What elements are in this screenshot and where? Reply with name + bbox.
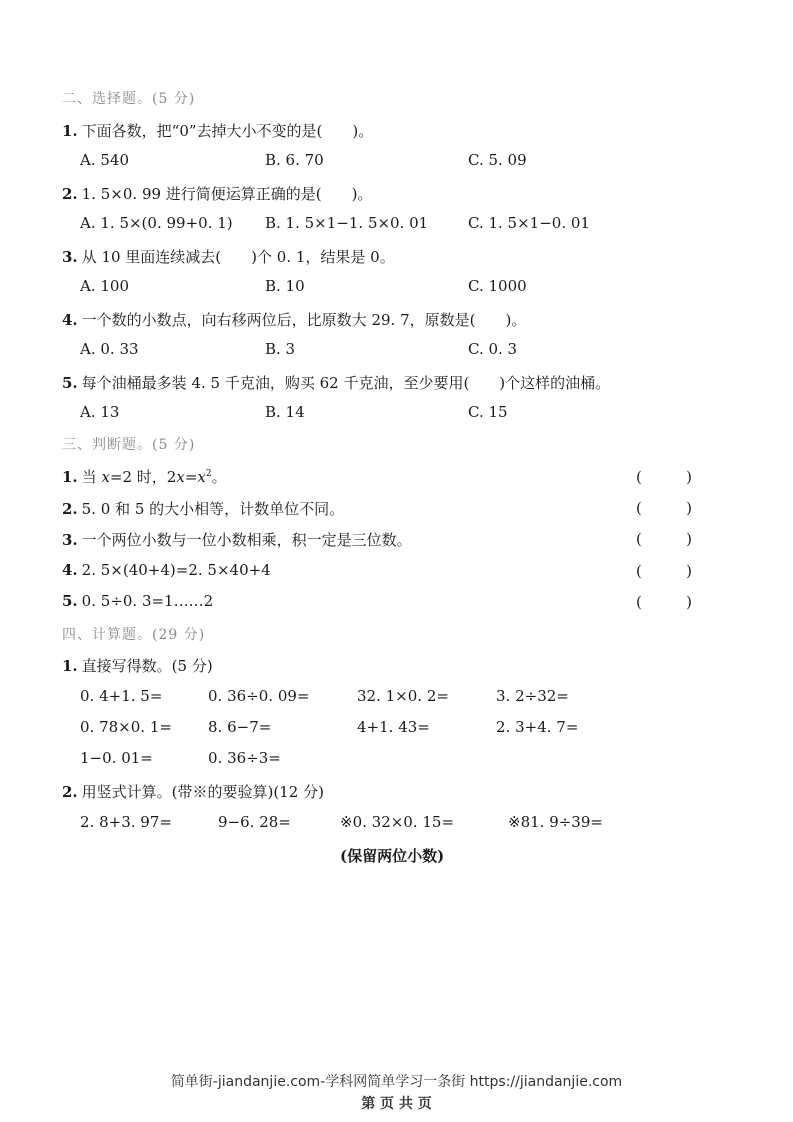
paren-close: ) — [686, 468, 692, 486]
vertical-calc-item: 9−6. 28= — [218, 813, 291, 831]
question-text: 1. 5×0. 99 进行简便运算正确的是( )。 — [81, 185, 373, 203]
option-c: C. 1000 — [468, 277, 527, 295]
paren-open: ( — [636, 593, 642, 611]
judge-question-5 — [62, 592, 213, 610]
question-number: 5. — [62, 374, 78, 392]
choice-question-2 — [62, 183, 373, 204]
paren-close: ) — [686, 562, 692, 580]
calc-question-2 — [62, 781, 324, 802]
question-number: 2. — [62, 783, 78, 801]
option-c: C. 0. 3 — [468, 340, 518, 358]
question-text: 5. 0 和 5 的大小相等，计数单位不同。 — [81, 500, 345, 518]
section-title-calc: 四、计算题。(29 分) — [62, 627, 206, 643]
answer-parentheses[interactable] — [636, 530, 692, 548]
question-text-part: 。 — [211, 468, 227, 486]
calc-item: 8. 6−7= — [208, 718, 272, 736]
option-c: C. 15 — [468, 403, 508, 421]
exponent: 2 — [205, 469, 212, 479]
answer-parentheses[interactable] — [636, 468, 692, 486]
calc-item: 3. 2÷32= — [496, 687, 569, 705]
rounding-note: (保留两位小数) — [340, 847, 445, 865]
paren-close: ) — [686, 499, 692, 517]
option-b: B. 10 — [265, 277, 305, 295]
calc-item: 0. 78×0. 1= — [80, 718, 172, 736]
paren-close: ) — [686, 593, 692, 611]
judge-question-2 — [62, 498, 344, 519]
question-text: 一个数的小数点，向右移两位后，比原数大 29. 7，原数是( )。 — [81, 311, 527, 329]
question-number: 3. — [62, 248, 78, 266]
question-number: 5. — [62, 592, 78, 610]
variable-x: x — [101, 468, 110, 486]
calc-item: 0. 36÷3= — [208, 749, 281, 767]
section-title-choice: 二、选择题。(5 分) — [62, 91, 196, 107]
question-number: 1. — [62, 657, 78, 675]
option-b: B. 6. 70 — [265, 151, 324, 169]
calc-item: 0. 36÷0. 09= — [208, 687, 310, 705]
judge-question-1 — [62, 466, 227, 487]
calc-item: 4+1. 43= — [357, 718, 430, 736]
paren-open: ( — [636, 562, 642, 580]
option-c: C. 1. 5×1−0. 01 — [468, 214, 590, 232]
section-title-judge: 三、判断题。(5 分) — [62, 437, 196, 453]
question-number: 4. — [62, 311, 78, 329]
calc-item: 0. 4+1. 5= — [80, 687, 163, 705]
question-number: 4. — [62, 561, 78, 579]
option-b: B. 3 — [265, 340, 296, 358]
question-text: 2. 5×(40+4)=2. 5×40+4 — [81, 561, 271, 579]
paren-open: ( — [636, 468, 642, 486]
question-number: 2. — [62, 500, 78, 518]
paren-close: ) — [686, 530, 692, 548]
question-text-part: 当 — [81, 468, 102, 486]
paren-open: ( — [636, 499, 642, 517]
option-a: A. 1. 5×(0. 99+0. 1) — [80, 214, 233, 232]
choice-question-1 — [62, 120, 373, 141]
question-text: 0. 5÷0. 3=1……2 — [81, 592, 214, 610]
calc-question-1 — [62, 655, 213, 676]
paren-open: ( — [636, 530, 642, 548]
question-text-part: = — [184, 468, 198, 486]
question-text-part: =2 时，2 — [109, 468, 177, 486]
answer-parentheses[interactable] — [636, 593, 692, 611]
option-b: B. 1. 5×1−1. 5×0. 01 — [265, 214, 429, 232]
option-c: C. 5. 09 — [468, 151, 527, 169]
option-a: A. 13 — [80, 403, 120, 421]
option-a: A. 540 — [80, 151, 129, 169]
footer-page-number: 第 页 共 页 — [361, 1096, 432, 1112]
calc-item: 32. 1×0. 2= — [357, 687, 449, 705]
variable-x: x — [176, 468, 185, 486]
choice-question-3 — [62, 246, 395, 267]
question-text: 直接写得数。(5 分) — [81, 657, 213, 675]
option-b: B. 14 — [265, 403, 305, 421]
answer-parentheses[interactable] — [636, 499, 692, 517]
question-number: 3. — [62, 531, 78, 549]
choice-question-5 — [62, 372, 610, 393]
option-a: A. 100 — [80, 277, 129, 295]
variable-x: x — [197, 468, 206, 486]
question-text: 每个油桶最多装 4. 5 千克油，购买 62 千克油，至少要用( )个这样的油桶。 — [81, 374, 611, 392]
question-text: 一个两位小数与一位小数相乘，积一定是三位数。 — [81, 531, 412, 549]
calc-item: 1−0. 01= — [80, 749, 153, 767]
vertical-calc-item: ※0. 32×0. 15= — [340, 813, 455, 831]
question-text: 从 10 里面连续减去( )个 0. 1，结果是 0。 — [81, 248, 395, 266]
judge-question-4 — [62, 561, 271, 579]
choice-question-4 — [62, 309, 526, 330]
question-number: 2. — [62, 185, 78, 203]
calc-item: 2. 3+4. 7= — [496, 718, 579, 736]
answer-parentheses[interactable] — [636, 562, 692, 580]
option-a: A. 0. 33 — [80, 340, 139, 358]
judge-question-3 — [62, 529, 412, 550]
question-number: 1. — [62, 468, 78, 486]
question-text: 下面各数，把“0”去掉大小不变的是( )。 — [81, 122, 374, 140]
question-number: 1. — [62, 122, 78, 140]
footer-source: 简单街-jiandanjie.com-学科网简单学习一条街 https://jiandanjie.com — [170, 1074, 623, 1090]
vertical-calc-item: 2. 8+3. 97= — [80, 813, 172, 831]
question-text: 用竖式计算。(带※的要验算)(12 分) — [81, 783, 324, 801]
vertical-calc-item: ※81. 9÷39= — [508, 813, 603, 831]
